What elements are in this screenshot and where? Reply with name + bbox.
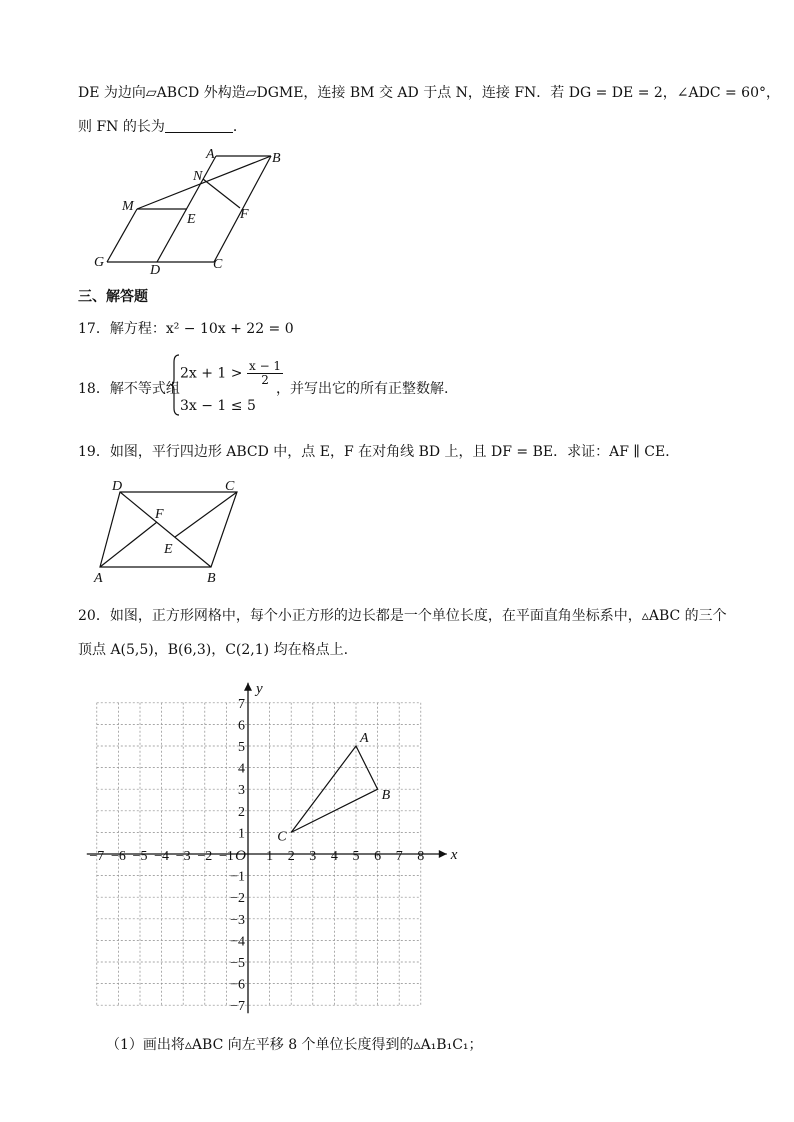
label-c: C	[225, 479, 235, 494]
y-tick-label: −6	[230, 977, 245, 993]
brace-icon	[170, 354, 180, 416]
fraction-numerator: x − 1	[248, 359, 282, 373]
vertex-label-a: A	[360, 731, 369, 746]
problem16-line2	[78, 116, 247, 136]
coordinate-grid	[80, 668, 480, 1018]
y-tick-label: −5	[230, 956, 245, 971]
label-m: M	[122, 199, 134, 214]
inequality-row-1	[180, 360, 283, 387]
label-g: G	[94, 255, 105, 270]
x-tick-label: −3	[175, 849, 191, 864]
origin-label: O	[235, 848, 246, 864]
x-tick-label: 5	[352, 849, 360, 864]
x-tick-label: 8	[417, 849, 425, 864]
problem20-line1: 20．如图，正方形网格中，每个小正方形的边长都是一个单位长度，在平面直角坐标系中，▵ABC 的三个	[78, 608, 727, 624]
edge-gm	[107, 209, 137, 262]
problem16-line2-prefix: 则 FN 的长为	[78, 119, 165, 135]
x-tick-label: 1	[266, 849, 274, 864]
y-tick-label: 2	[238, 804, 245, 820]
x-tick-label: −7	[89, 849, 105, 864]
segment-af	[100, 522, 157, 567]
inequality-row-2: 3x − 1 ≤ 5	[180, 398, 256, 414]
x-tick-label: −1	[218, 849, 234, 864]
label-e: E	[187, 212, 196, 227]
y-tick-label: 7	[238, 696, 245, 712]
y-tick-label: 3	[238, 783, 245, 799]
problem18-suffix: ，并写出它的所有正整数解.	[276, 381, 449, 397]
x-tick-label: 6	[374, 849, 382, 864]
x-tick-label: 4	[330, 849, 338, 864]
x-axis-label: x	[450, 847, 458, 863]
fraction-denominator: 2	[261, 373, 269, 387]
x-tick-label: 3	[309, 849, 317, 864]
y-tick-label: −7	[230, 999, 245, 1015]
x-tick-label: −2	[197, 849, 213, 864]
segment-ce	[175, 492, 237, 537]
problem16-figure	[90, 142, 290, 277]
label-n: N	[193, 169, 203, 184]
y-tick-label: −3	[230, 912, 245, 928]
x-axis-arrow-icon	[439, 850, 447, 858]
y-tick-label: −1	[230, 869, 245, 885]
label-f: F	[240, 207, 249, 222]
problem18-prefix: 18．解不等式组	[78, 381, 180, 397]
y-tick-label: 5	[238, 740, 245, 755]
label-b: B	[207, 571, 216, 586]
y-axis-label: y	[256, 680, 263, 697]
y-tick-label: 6	[238, 718, 245, 734]
label-d: D	[150, 263, 161, 277]
answer-blank	[165, 118, 233, 133]
label-f: F	[155, 507, 164, 522]
y-axis-arrow-icon	[244, 683, 252, 691]
x-tick-label: −4	[154, 849, 170, 864]
x-tick-label: 2	[287, 849, 295, 864]
problem16-line1: DE 为边向▱ABCD 外构造▱DGME，连接 BM 交 AD 于点 N，连接 FN．若 DG = DE = 2，∠ADC = 60°，	[78, 85, 781, 101]
y-tick-label: 4	[238, 761, 245, 777]
x-tick-label: −5	[132, 849, 148, 864]
row1-left: 2x + 1 >	[180, 365, 243, 382]
problem20-sub1: （1）画出将▵ABC 向左平移 8 个单位长度得到的▵A₁B₁C₁；	[106, 1037, 483, 1053]
label-c: C	[213, 257, 223, 272]
segment-nf	[203, 179, 240, 208]
label-d: D	[112, 479, 123, 494]
x-tick-label: −6	[110, 849, 126, 864]
problem17-text: 17．解方程：x² − 10x + 22 = 0	[78, 321, 294, 337]
problem19-figure	[90, 476, 250, 586]
vertex-label-c: C	[277, 829, 287, 845]
problem16-line2-suffix: ．	[232, 119, 247, 135]
label-e: E	[164, 542, 173, 557]
x-tick-label: 7	[395, 849, 403, 864]
problem20-line2: 顶点 A(5,5)，B(6,3)，C(2,1) 均在格点上.	[78, 642, 349, 658]
y-tick-label: −4	[230, 934, 245, 950]
segment-bm	[137, 156, 271, 209]
y-tick-label: −2	[230, 891, 245, 907]
label-b: B	[272, 151, 281, 166]
vertex-label-b: B	[381, 788, 391, 804]
label-a: A	[94, 571, 103, 586]
y-tick-label: 1	[238, 826, 245, 842]
section-title: 三、解答题	[78, 289, 148, 305]
label-a: A	[206, 147, 215, 162]
problem19-text: 19．如图，平行四边形 ABCD 中，点 E，F 在对角线 BD 上，且 DF = BE．求证：AF ∥ CE．	[78, 444, 680, 460]
